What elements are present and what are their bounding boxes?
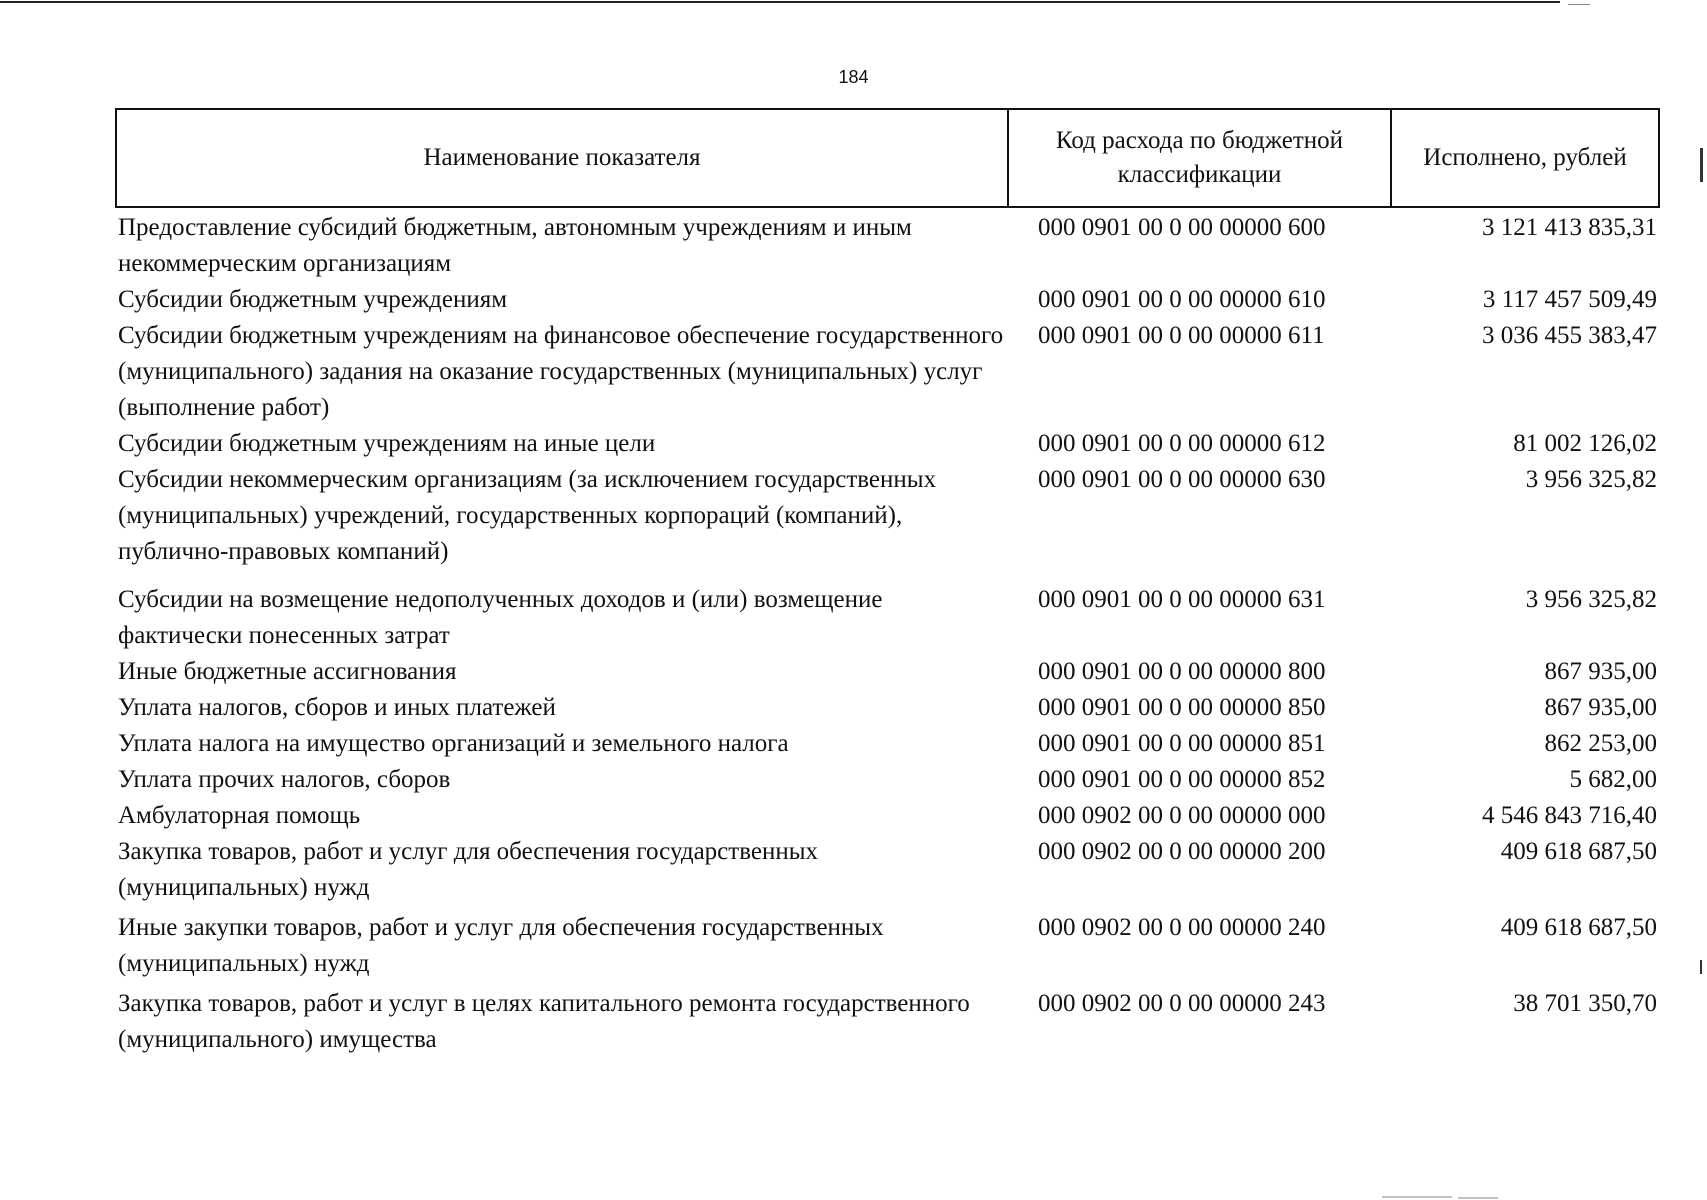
row-code: 000 0901 00 0 00 00000 631	[1038, 586, 1326, 613]
row-name: Уплата прочих налогов, сборов	[118, 766, 451, 793]
row-executed: 38 701 350,70	[1513, 990, 1657, 1017]
top-rule	[0, 1, 1560, 3]
row-name: Субсидии некоммерческим организациям (за исключением государственных (муниципальных) учреждений, государственных корпораций (компаний), публично-правовых компаний)	[118, 466, 937, 565]
table-row	[115, 282, 1660, 318]
table-row	[115, 318, 1660, 426]
row-code: 000 0901 00 0 00 00000 612	[1038, 430, 1326, 457]
page-number: 184	[838, 67, 869, 87]
row-name: Уплата налогов, сборов и иных платежей	[118, 694, 556, 721]
table-row	[115, 762, 1660, 798]
header-executed: Исполнено, рублей	[1423, 144, 1627, 171]
row-executed: 867 935,00	[1544, 658, 1657, 685]
row-executed: 409 618 687,50	[1500, 838, 1657, 865]
row-name: Закупка товаров, работ и услуг в целях капитального ремонта государственного (муниципального) имущества	[118, 990, 970, 1053]
row-code: 000 0901 00 0 00 00000 630	[1038, 466, 1326, 493]
row-code: 000 0901 00 0 00 00000 800	[1038, 658, 1326, 685]
row-code: 000 0902 00 0 00 00000 200	[1038, 838, 1326, 865]
row-code: 000 0901 00 0 00 00000 851	[1038, 730, 1326, 757]
scan-edge-mark	[1700, 960, 1702, 974]
row-executed: 3 036 455 383,47	[1482, 322, 1657, 349]
top-rule-tail	[1568, 4, 1590, 5]
row-executed: 409 618 687,50	[1500, 914, 1657, 941]
row-name: Субсидии бюджетным учреждениям	[118, 286, 508, 313]
row-executed: 5 682,00	[1569, 766, 1657, 793]
table-row	[115, 726, 1660, 762]
table-header	[115, 108, 1660, 208]
header-name: Наименование показателя	[117, 110, 1009, 206]
row-name: Предоставление субсидий бюджетным, автономным учреждениям и иным некоммерческим организациям	[118, 214, 912, 277]
row-name: Закупка товаров, работ и услуг для обеспечения государственных (муниципальных) нужд	[118, 838, 819, 901]
table-row	[115, 798, 1660, 834]
header-code: Код расхода по бюджетной классификации	[1009, 110, 1392, 206]
row-name: Уплата налога на имущество организаций и земельного налога	[118, 730, 789, 757]
row-code: 000 0901 00 0 00 00000 850	[1038, 694, 1326, 721]
row-code: 000 0902 00 0 00 00000 000	[1038, 802, 1326, 829]
row-name: Иные бюджетные ассигнования	[118, 658, 457, 685]
row-executed: 3 956 325,82	[1525, 466, 1657, 493]
expenditure-table	[115, 108, 1660, 1058]
row-code: 000 0902 00 0 00 00000 243	[1038, 990, 1326, 1017]
row-executed: 3 117 457 509,49	[1482, 286, 1657, 313]
table-row	[115, 582, 1660, 654]
row-executed: 3 956 325,82	[1525, 586, 1657, 613]
row-name: Субсидии на возмещение недополученных доходов и (или) возмещение фактически понесенных затрат	[118, 586, 883, 649]
row-code: 000 0901 00 0 00 00000 852	[1038, 766, 1326, 793]
table-row	[115, 210, 1660, 282]
table-row	[115, 426, 1660, 462]
row-name: Иные закупки товаров, работ и услуг для обеспечения государственных (муниципальных) нужд	[118, 914, 884, 977]
row-code: 000 0901 00 0 00 00000 611	[1038, 322, 1325, 349]
table-row	[115, 690, 1660, 726]
row-code: 000 0901 00 0 00 00000 610	[1038, 286, 1326, 313]
row-code: 000 0901 00 0 00 00000 600	[1038, 214, 1326, 241]
row-executed: 862 253,00	[1544, 730, 1657, 757]
row-executed: 4 546 843 716,40	[1482, 802, 1657, 829]
scan-edge-mark	[1700, 148, 1703, 182]
table-row	[115, 910, 1660, 982]
table-row	[115, 462, 1660, 570]
table-row	[115, 654, 1660, 690]
row-code: 000 0902 00 0 00 00000 240	[1038, 914, 1326, 941]
row-name: Амбулаторная помощь	[118, 802, 361, 829]
row-executed: 81 002 126,02	[1513, 430, 1657, 457]
row-name: Субсидии бюджетным учреждениям на финансовое обеспечение государственного (муниципального) задания на оказание государственных (муниципальных) услуг (выполнение работ)	[118, 322, 1004, 421]
row-name: Субсидии бюджетным учреждениям на иные цели	[118, 430, 656, 457]
scan-speck	[1458, 1197, 1498, 1199]
row-executed: 867 935,00	[1544, 694, 1657, 721]
table-row	[115, 834, 1660, 906]
row-executed: 3 121 413 835,31	[1482, 214, 1657, 241]
table-body	[115, 210, 1660, 1058]
table-row	[115, 986, 1660, 1058]
scan-speck	[1382, 1196, 1452, 1198]
